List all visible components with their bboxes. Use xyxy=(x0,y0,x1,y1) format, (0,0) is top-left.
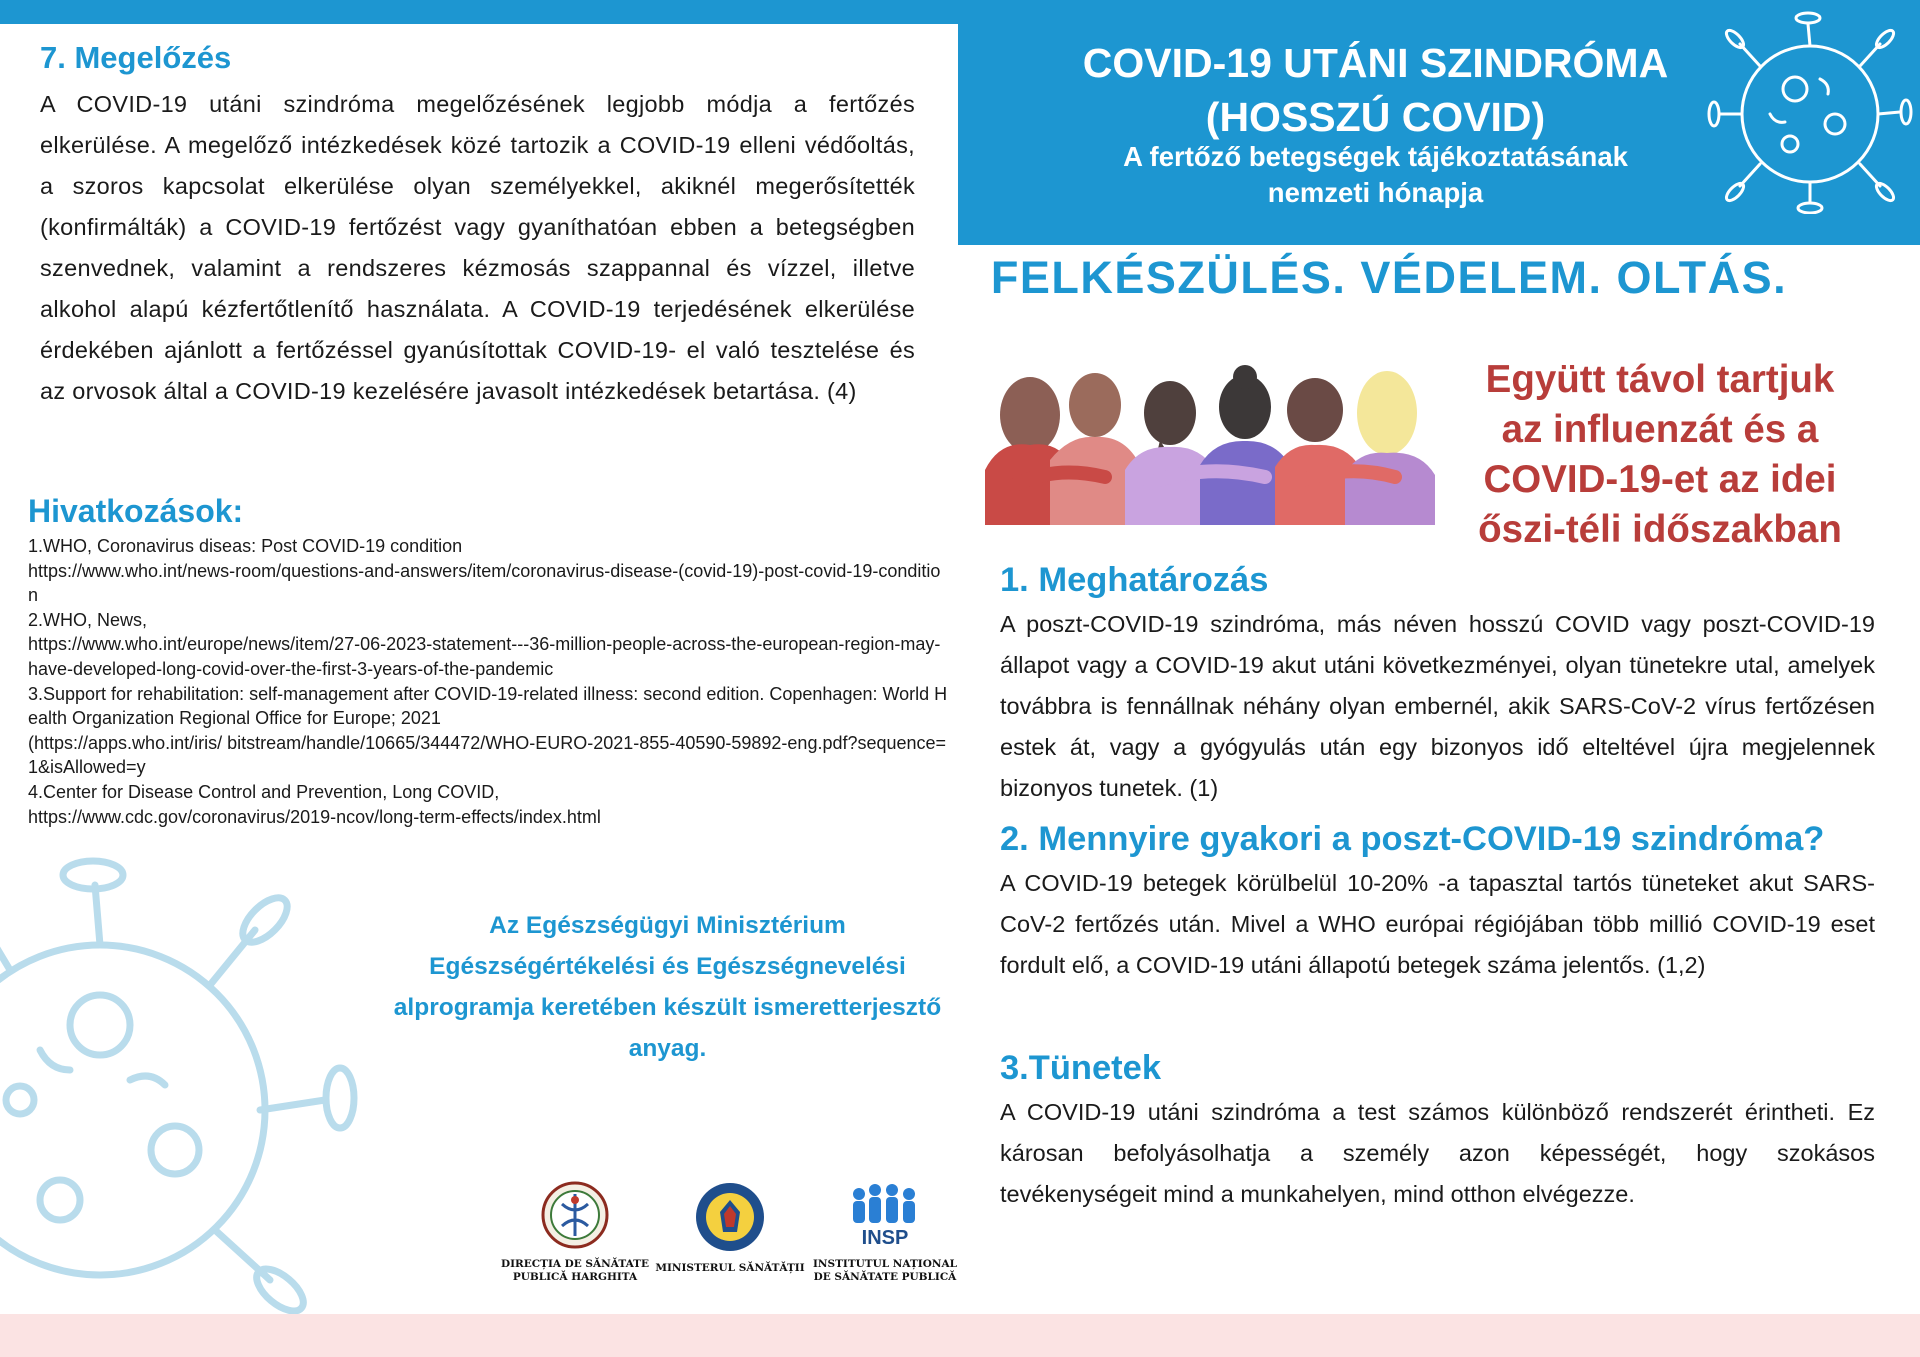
insp-caption-line1: INSTITUTUL NAȚIONAL xyxy=(813,1258,957,1270)
references-section xyxy=(28,493,948,829)
dsp-emblem-icon xyxy=(540,1180,610,1250)
slogan: FELKÉSZÜLÉS. VÉDELEM. OLTÁS. xyxy=(990,252,1788,303)
together-line-2: az influenzát és a xyxy=(1501,408,1819,451)
reference-link[interactable]: https://www.cdc.gov/coronavirus/2019-ncov/long-term-effects/index.html xyxy=(28,806,601,827)
romanian-government-emblem-icon xyxy=(693,1180,767,1254)
insp-people-icon xyxy=(845,1180,925,1250)
reference-link[interactable]: https://www.who.int/europe/news/item/27-06-2023-statement---36-million-people-across-the-european-region-may-have-developed-long-covid-over-the-first-3-years-of-the-pandemic xyxy=(28,634,941,679)
reference-line: 1.WHO, Coronavirus diseas: Post COVID-19 condition xyxy=(28,536,463,556)
title-line-1: COVID-19 UTÁNI SZINDRÓMA xyxy=(1082,40,1669,86)
reference-link[interactable]: (https://apps.who.int/iris/ bitstream/handle/10665/344472/WHO-EURO-2021-855-40590-59892-eng.pdf?sequence=1&isAllowed=y xyxy=(28,732,947,778)
insp-abbreviation: INSP xyxy=(861,1227,909,1249)
ministry-note: Az Egészségügyi Minisztérium Egészségértékelési és Egészségnevelési alprogramja keretében készült ismeretterjesztő anyag. xyxy=(393,912,942,1062)
symptoms-heading: 3.Tünetek xyxy=(1000,1049,1162,1087)
together-line-3: COVID-19-et az idei xyxy=(1483,458,1837,501)
frequency-section xyxy=(1000,820,1875,986)
dsp-harghita-logo xyxy=(500,1180,650,1284)
reference-line: 3.Support for rehabilitation: self-management after COVID-19-related illness: second edition. Copenhagen: World Health Organization Regional Office for Europe; 2021 xyxy=(28,683,948,729)
reference-link[interactable]: https://www.who.int/news-room/questions-and-answers/item/coronavirus-disease-(covid-19)-post-covid-19-condition xyxy=(28,560,941,606)
prevention-body: A COVID-19 utáni szindróma megelőzésének legjobb módja a fertőzés elkerülése. A megelőző intézkedések közé tartozik a COVID-19 elleni védőoltás, a szoros kapcsolat elkerülése olyan személyekkel, akiknél megerősítették (konfirmálták) a COVID-19 fertőzést vagy gyaníthatóan ebben a betegségben szenvednek, valamint a rendszeres kézmosás szappannal és vízzel, illetve alkohol alapú kézfertőtlenítő használata. A COVID-19 terjedésének elkerülése érdekében ajánlott a fertőzéssel gyanúsítottak COVID-19- el való tesztelése és az orvosok által a COVID-19 kezelésére javasolt intézkedések betartása. (4) xyxy=(40,91,915,404)
together-line-4: őszi-téli időszakban xyxy=(1478,508,1842,551)
frequency-heading: 2. Mennyire gyakori a poszt-COVID-19 szindróma? xyxy=(1000,820,1825,858)
prevention-section xyxy=(40,40,915,412)
subtitle-line-1: A fertőző betegségek tájékoztatásának xyxy=(1123,141,1628,172)
definition-section xyxy=(1000,561,1875,809)
together-line-1: Együtt távol tartjuk xyxy=(1485,358,1835,401)
title-line-2: (HOSSZÚ COVID) xyxy=(1205,94,1546,140)
dsp-caption-line1: DIRECȚIA DE SĂNĂTATE xyxy=(501,1258,649,1270)
insp-logo xyxy=(810,1180,960,1284)
prevention-heading: 7. Megelőzés xyxy=(40,40,232,75)
virus-icon xyxy=(1700,4,1920,214)
people-hugging-illustration-icon xyxy=(975,365,1440,525)
insp-caption-line2: DE SĂNĂTATE PUBLICĂ xyxy=(813,1271,957,1283)
page-subtitle xyxy=(958,139,1793,211)
dsp-caption-line2: PUBLICĂ HARGHITA xyxy=(512,1271,638,1283)
definition-heading: 1. Meghatározás xyxy=(1000,561,1269,599)
partner-logos xyxy=(500,1180,960,1300)
frequency-body: A COVID-19 betegek körülbelül 10-20% -a tapasztal tartós tüneteket akut SARS-CoV-2 fertőzés után. Mivel a WHO európai régiójában több millió COVID-19 eset fordult elő, a COVID-19 utáni állapotú betegek száma jelentős. (1,2) xyxy=(1000,870,1875,978)
ministry-caption: MINISTERUL SĂNĂTĂȚII xyxy=(655,1262,805,1274)
top-accent-strip xyxy=(0,0,1920,24)
subtitle-line-2: nemzeti hónapja xyxy=(1267,177,1484,208)
page-title xyxy=(958,36,1793,144)
definition-body: A poszt-COVID-19 szindróma, más néven hosszú COVID vagy poszt-COVID-19 állapot vagy a COVID-19 akut utáni következményei, olyan tünetekre utal, amelyek továbbra is fennállnak néhány olyan embernél, akik SARS-CoV-2 vírus fertőzésen estek át, vagy a gyógyulás után egy bizonyos idő elteltével újra megjelennek bizonyos tunetek. (1) xyxy=(1000,611,1875,801)
symptoms-body: A COVID-19 utáni szindróma a test számos különböző rendszerét érintheti. Ez károsan befolyásolhatja a személy azon képességét, hogy szokásos tevékenységeit mind a munkahelyen, mind otthon elvégezze. xyxy=(1000,1099,1875,1207)
together-message xyxy=(1440,355,1880,555)
bottom-accent-strip xyxy=(0,1314,1920,1357)
reference-line: 2.WHO, News, xyxy=(28,609,148,630)
references-heading: Hivatkozások: xyxy=(28,493,244,529)
virus-icon xyxy=(0,850,400,1320)
reference-line: 4.Center for Disease Control and Prevention, Long COVID, xyxy=(28,781,500,802)
symptoms-section xyxy=(1000,1049,1875,1215)
references-list xyxy=(28,534,948,829)
ministry-of-health-logo xyxy=(655,1180,805,1275)
